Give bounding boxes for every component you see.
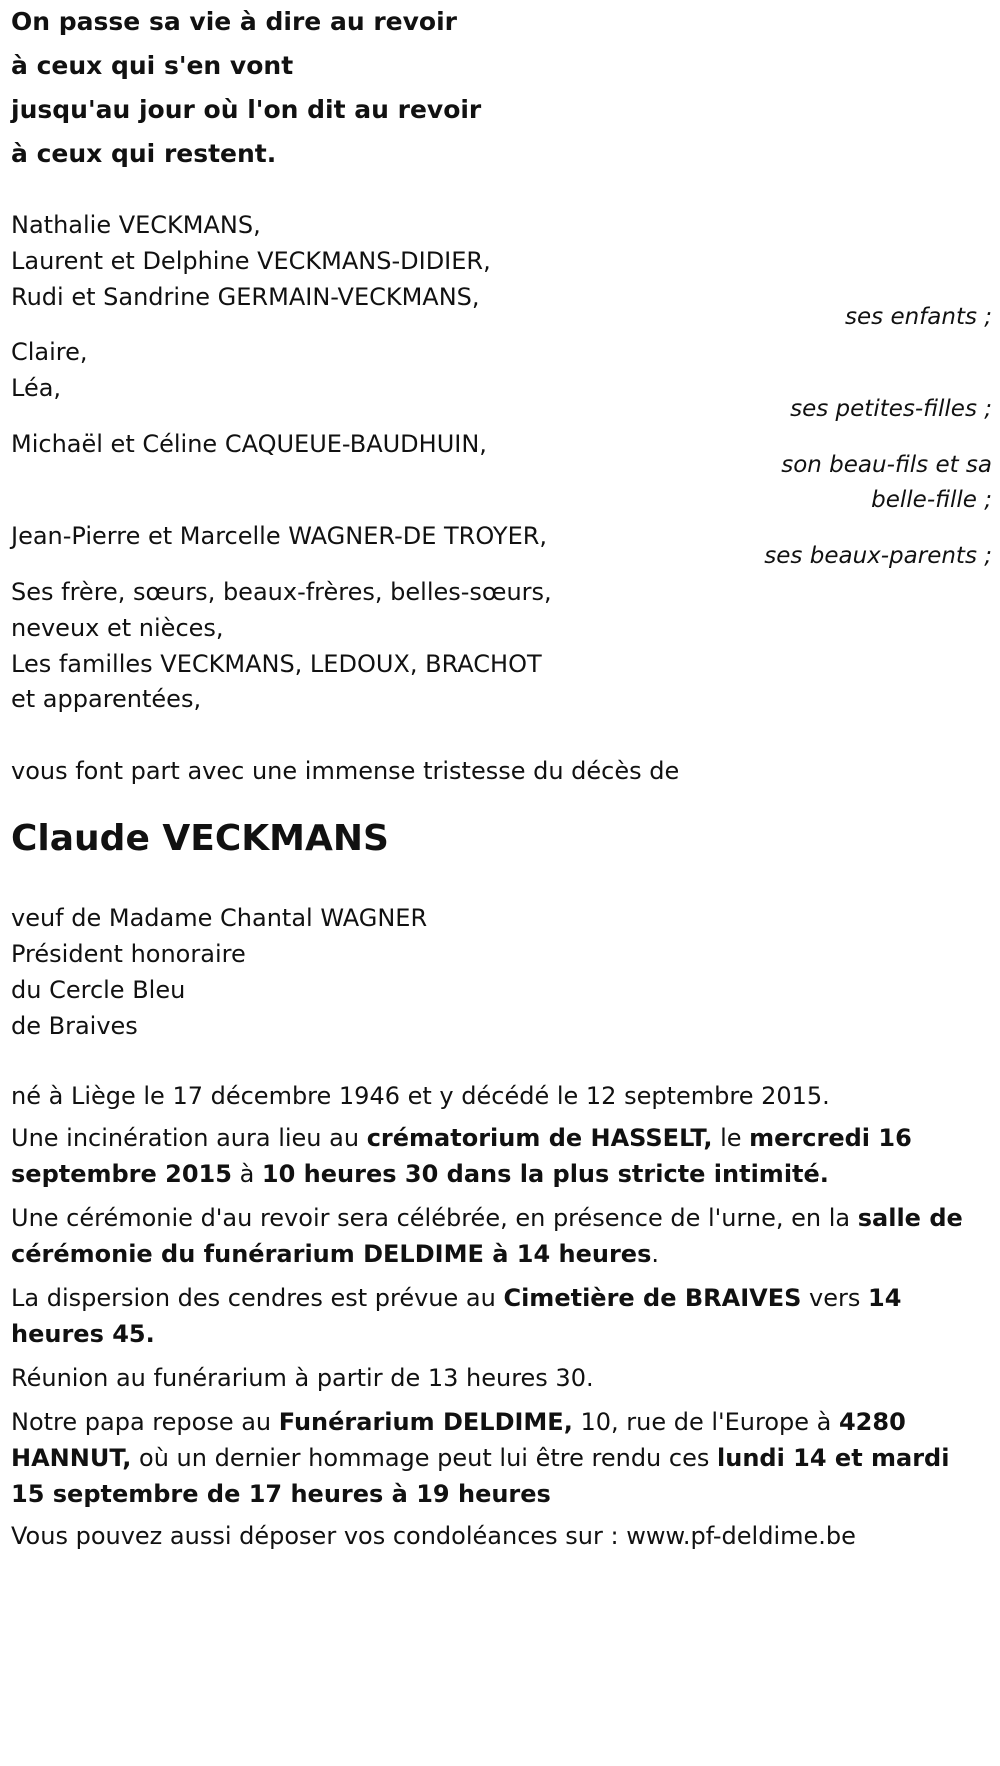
family-grandchild-2: Léa, — [11, 374, 62, 402]
p5-text-e: où un dernier hommage peut lui être rendu ces — [131, 1444, 717, 1472]
announcement: vous font part avec une immense tristesse du décès de — [11, 757, 680, 785]
p2-text-a: Une cérémonie d'au revoir sera célébrée, en présence de l'urne, en la — [11, 1204, 858, 1232]
paragraph-repose — [11, 1404, 986, 1512]
family-other-1: Ses frère, sœurs, beaux-frères, belles-sœurs, — [11, 578, 552, 606]
detail-4: de Braives — [11, 1012, 138, 1040]
paragraph-reunion: Réunion au funérarium à partir de 13 heures 30. — [11, 1364, 594, 1392]
p5-text-c: 10, rue de l'Europe à — [572, 1408, 839, 1436]
role-enfants: ses enfants ; — [845, 304, 992, 330]
detail-3: du Cercle Bleu — [11, 976, 186, 1004]
role-petites-filles: ses petites-filles ; — [790, 396, 992, 422]
role-beau-fils-1: son beau-fils et sa — [781, 452, 992, 478]
paragraph-incineration — [11, 1120, 986, 1192]
paragraph-condolences: Vous pouvez aussi déposer vos condoléances sur : www.pf-deldime.be — [11, 1522, 856, 1550]
detail-1: veuf de Madame Chantal WAGNER — [11, 904, 428, 932]
p5-text-d: 4280 HANNUT, — [11, 1408, 906, 1472]
p2-text-b: salle de cérémonie du funérarium DELDIME à 14 heures — [11, 1204, 963, 1268]
family-child-1: Nathalie VECKMANS, — [11, 211, 261, 239]
p1-text-c: le — [712, 1124, 750, 1152]
family-in-law: Michaël et Céline CAQUEUE-BAUDHUIN, — [11, 430, 487, 458]
p1-text-b: crématorium de HASSELT, — [366, 1124, 713, 1152]
p1-text-d: mercredi 16 septembre 2015 — [11, 1124, 912, 1188]
family-child-3: Rudi et Sandrine GERMAIN-VECKMANS, — [11, 283, 480, 311]
quote-line-3: jusqu'au jour où l'on dit au revoir — [11, 95, 482, 124]
p3-text-c: vers — [801, 1284, 868, 1312]
p5-text-b: Funérarium DELDIME, — [278, 1408, 573, 1436]
role-beau-fils-2: belle-fille ; — [871, 487, 992, 513]
p3-text-a: La dispersion des cendres est prévue au — [11, 1284, 504, 1312]
p1-text-a: Une incinération aura lieu au — [11, 1124, 367, 1152]
p3-text-b: Cimetière de BRAIVES — [503, 1284, 802, 1312]
family-other-3: Les familles VECKMANS, LEDOUX, BRACHOT — [11, 650, 542, 678]
quote-line-4: à ceux qui restent. — [11, 139, 277, 168]
p1-text-e: à — [231, 1160, 262, 1188]
p2-text-c: . — [651, 1240, 659, 1268]
p1-text-f: 10 heures 30 dans la plus stricte intimité. — [261, 1160, 829, 1188]
family-child-2: Laurent et Delphine VECKMANS-DIDIER, — [11, 247, 491, 275]
p5-text-a: Notre papa repose au — [11, 1408, 279, 1436]
deceased-name: Claude VECKMANS — [11, 818, 389, 859]
family-grandchild-1: Claire, — [11, 338, 88, 366]
role-beaux-parents: ses beaux-parents ; — [764, 543, 992, 569]
quote-line-1: On passe sa vie à dire au revoir — [11, 7, 457, 36]
family-other-4: et apparentées, — [11, 685, 202, 713]
quote-line-2: à ceux qui s'en vont — [11, 51, 294, 80]
p3-text-d: 14 heures 45. — [11, 1284, 902, 1348]
family-other-2: neveux et nièces, — [11, 614, 224, 642]
family-parents-in-law: Jean-Pierre et Marcelle WAGNER-DE TROYER, — [11, 522, 548, 550]
birth-death: né à Liège le 17 décembre 1946 et y décédé le 12 septembre 2015. — [11, 1082, 830, 1110]
p5-text-f: lundi 14 et mardi 15 septembre de 17 heures à 19 heures — [11, 1444, 950, 1508]
paragraph-dispersion — [11, 1280, 986, 1352]
paragraph-ceremony — [11, 1200, 986, 1272]
detail-2: Président honoraire — [11, 940, 246, 968]
